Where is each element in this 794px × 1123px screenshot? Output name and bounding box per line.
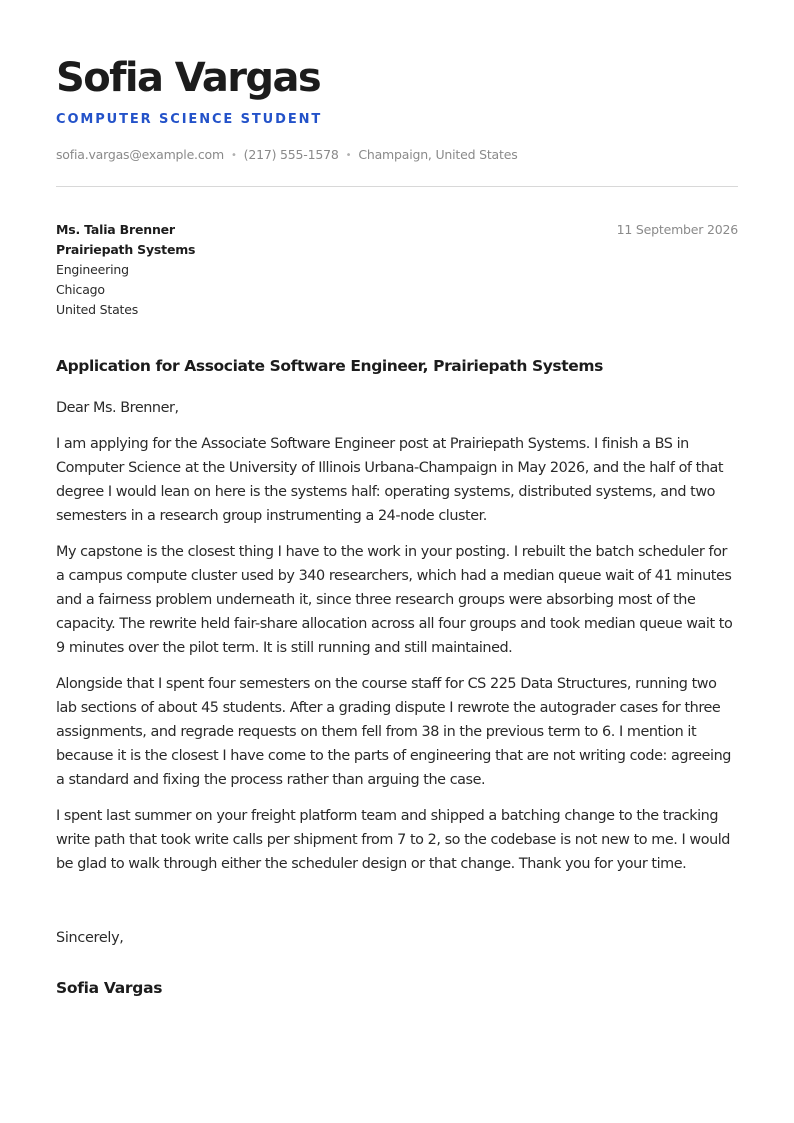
recipient-company: Prairiepath Systems [56, 242, 196, 257]
body-paragraph: Alongside that I spent four semesters on the course staff for CS 225 Data Structures, running two lab sections of about 45 students. After a grading dispute I rewrote the autograder cases for three assignments, and regrade requests on them fell from 38 in the previous term to 6. I mention it because it is the closest I have come to the parts of engineering that are not writing code: agreeing a standard and fixing the process rather than arguing the case. [56, 676, 731, 788]
recipient-city: Chicago [56, 282, 105, 297]
letter-date: 11 September 2026 [616, 222, 738, 237]
recipient-block [56, 220, 195, 320]
contact-email: sofia.vargas@example.com [56, 147, 224, 162]
closing: Sincerely, [56, 930, 124, 946]
contact-line [56, 146, 518, 166]
contact-phone: (217) 555-1578 [243, 147, 339, 162]
body-paragraph: My capstone is the closest thing I have to the work in your posting. I rebuilt the batch scheduler for a campus compute cluster used by 340 researchers, which had a median queue wait of 41 minutes and a fairness problem underneath it, since three research groups were absorbing most of the capacity. The rewrite held fair-share allocation across all four groups and took median queue wait to 9 minutes over the pilot term. It is still running and still maintained. [56, 544, 733, 656]
applicant-role: COMPUTER SCIENCE STUDENT [56, 112, 323, 127]
recipient-country: United States [56, 302, 139, 317]
salutation: Dear Ms. Brenner, [56, 400, 179, 416]
contact-location: Champaign, United States [358, 147, 518, 162]
contact-separator: • [230, 150, 237, 161]
header-divider [56, 186, 738, 187]
body-paragraph: I am applying for the Associate Software Engineer post at Prairiepath Systems. I finish a BS in Computer Science at the University of Illinois Urbana-Champaign in May 2026, and the half of that degree I would lean on here is the systems half: operating systems, distributed systems, and two semesters in a research group instrumenting a 24-node cluster. [56, 436, 724, 524]
signature-name: Sofia Vargas [56, 979, 163, 997]
body-paragraph: I spent last summer on your freight platform team and shipped a batching change to the tracking write path that took write calls per shipment from 7 to 2, so the codebase is not new to me. I would be glad to walk through either the scheduler design or that change. Thank you for your time. [56, 808, 730, 872]
contact-separator: • [345, 150, 352, 161]
recipient-department: Engineering [56, 262, 129, 277]
recipient-name: Ms. Talia Brenner [56, 222, 175, 237]
applicant-name: Sofia Vargas [56, 55, 321, 101]
letter-subject: Application for Associate Software Engineer, Prairiepath Systems [56, 357, 603, 375]
letter-body [56, 396, 738, 888]
